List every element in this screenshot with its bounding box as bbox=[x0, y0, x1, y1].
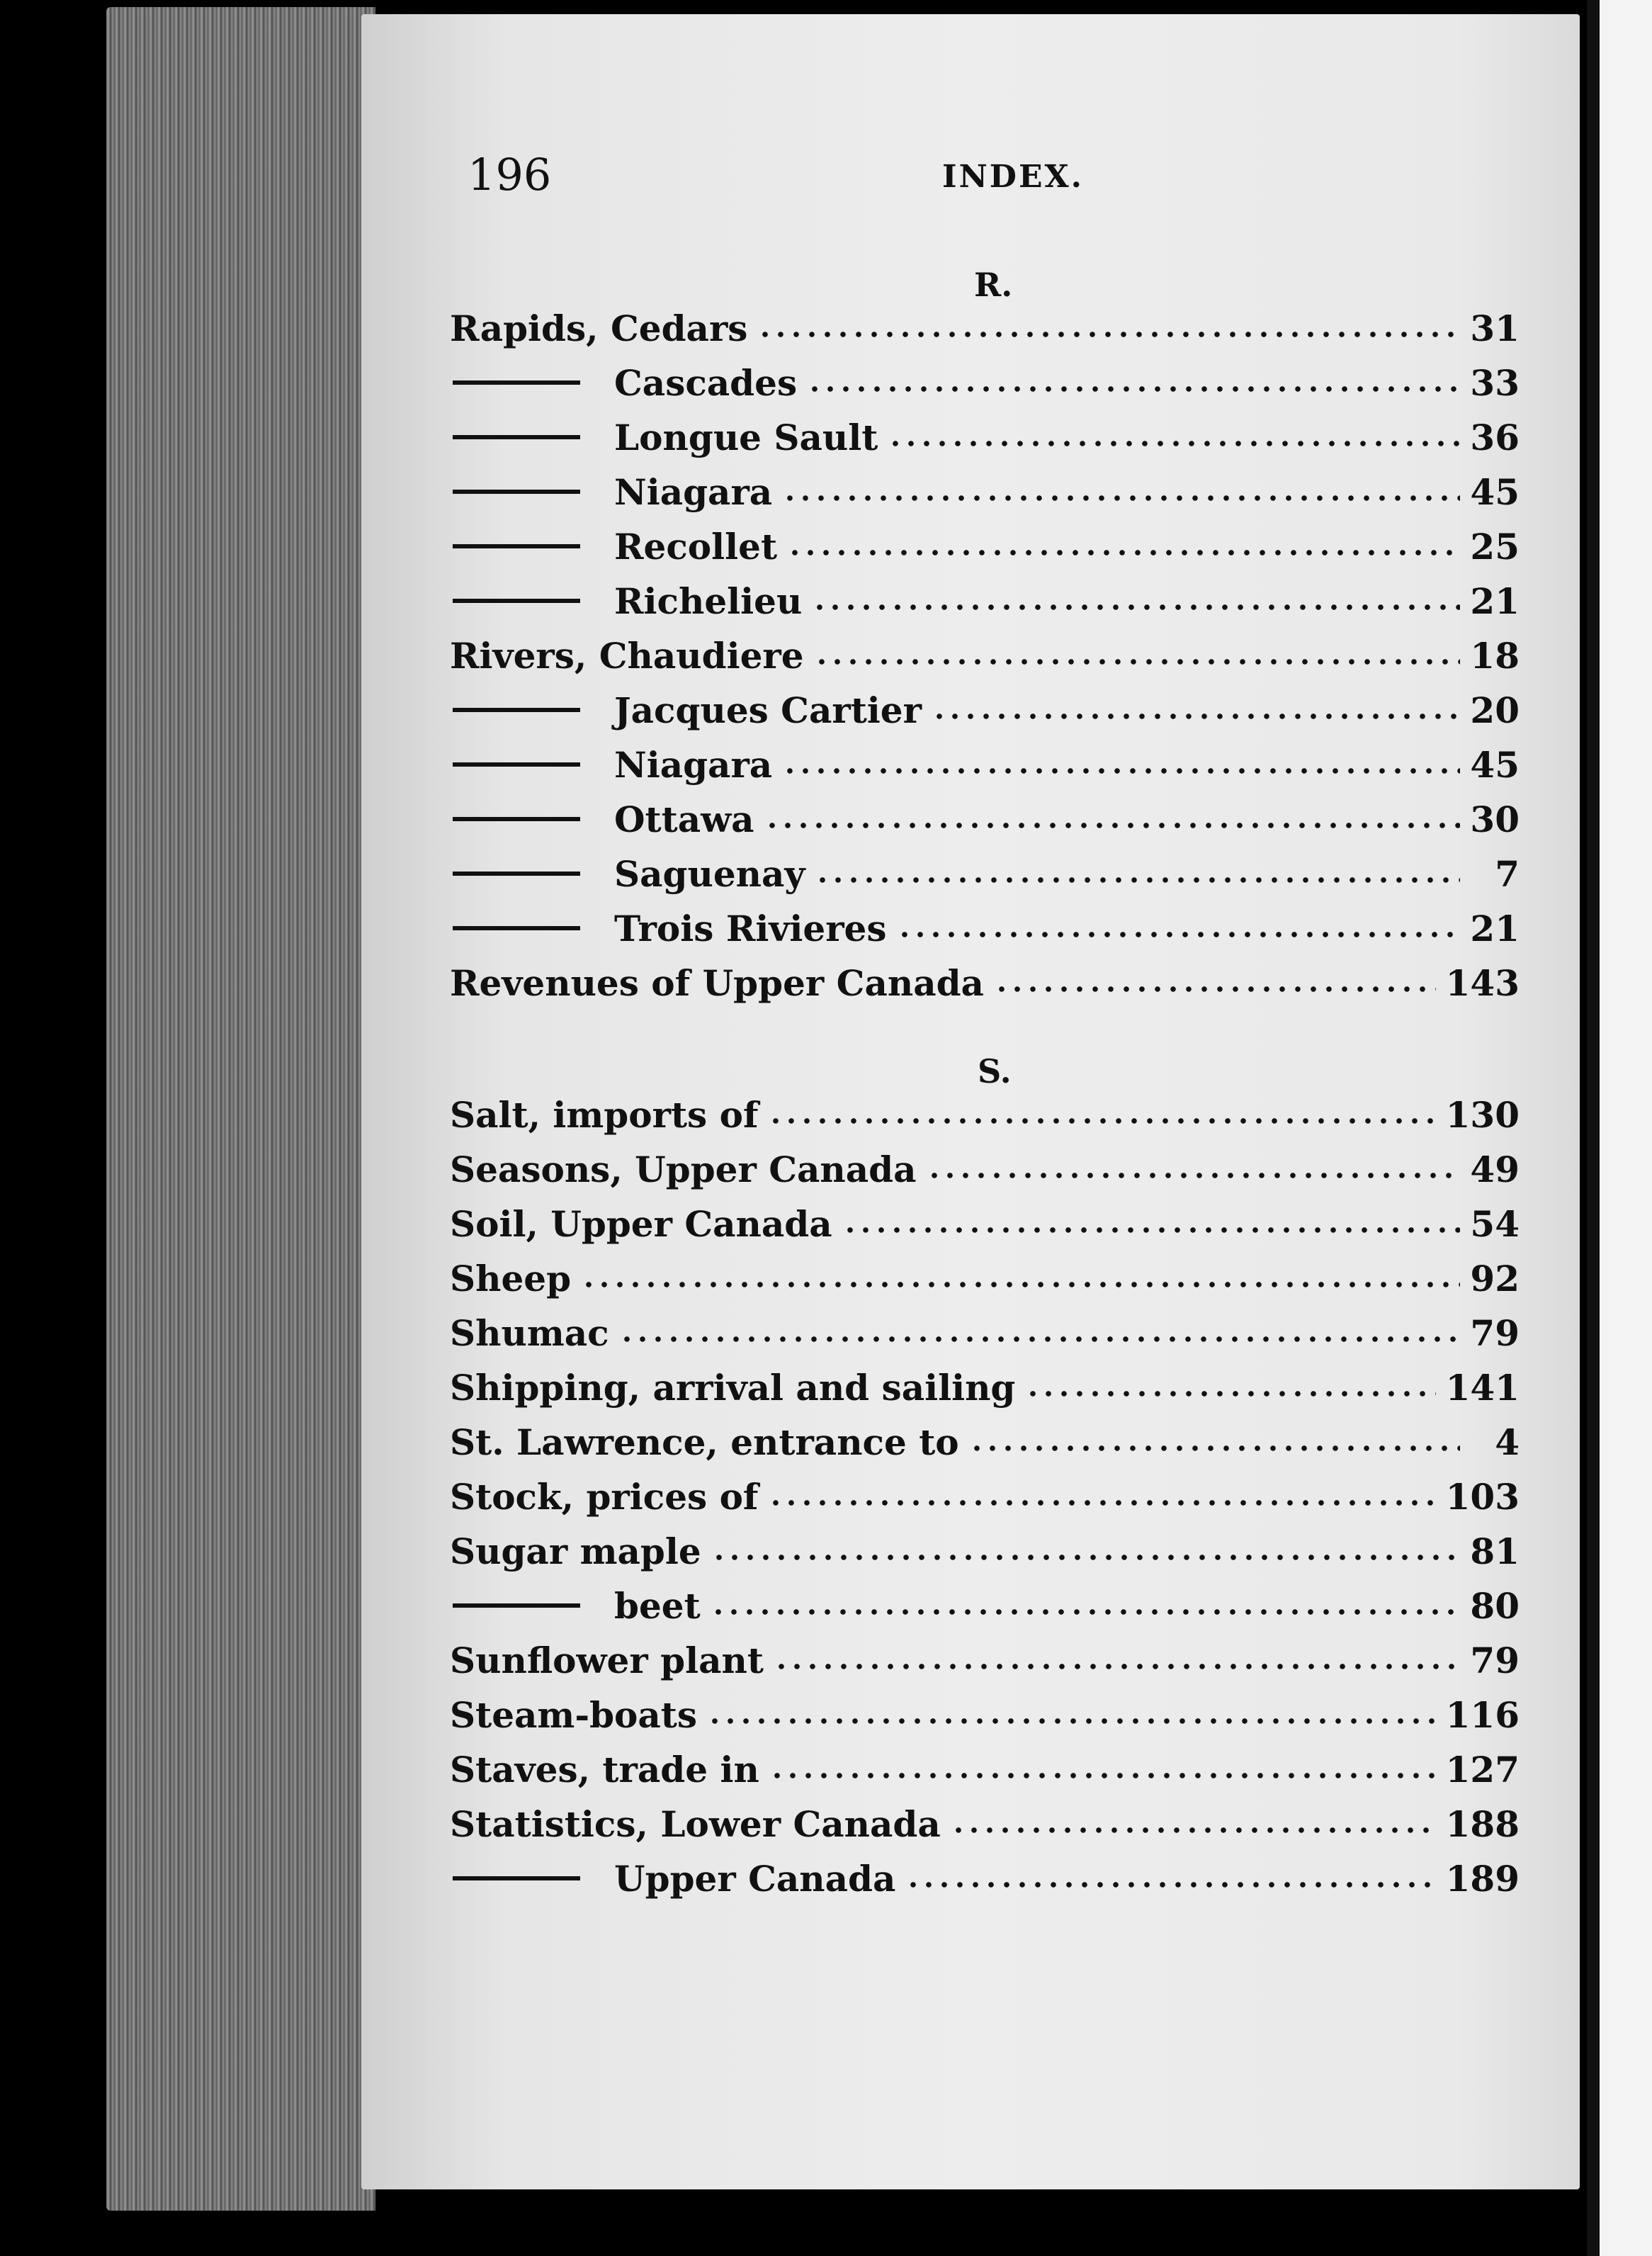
entry-term: Niagara bbox=[614, 470, 773, 513]
entry-term: Rivers, Chaudiere bbox=[450, 634, 804, 677]
entry-term: Ottawa bbox=[614, 798, 754, 840]
index-entry bbox=[450, 301, 1520, 355]
index-entry bbox=[450, 1251, 1520, 1305]
index-entry bbox=[450, 1142, 1520, 1196]
index-entry bbox=[450, 901, 1520, 955]
entry-term: Soil, Upper Canada bbox=[450, 1202, 832, 1245]
dot-leader bbox=[842, 1227, 1460, 1233]
dot-leader bbox=[707, 1718, 1436, 1724]
dot-leader bbox=[932, 714, 1460, 719]
index-entry bbox=[450, 1360, 1520, 1414]
dot-leader bbox=[782, 495, 1460, 501]
entry-term: Sunflower plant bbox=[450, 1639, 764, 1681]
dot-leader bbox=[769, 1773, 1436, 1778]
index-entry bbox=[450, 1797, 1520, 1851]
entry-term: Recollet bbox=[614, 525, 778, 568]
dot-leader bbox=[927, 1173, 1460, 1178]
entry-page-number: 127 bbox=[1445, 1748, 1520, 1790]
ditto-dash bbox=[453, 708, 580, 712]
entry-term: Longue Sault bbox=[614, 416, 878, 458]
dot-leader bbox=[764, 823, 1460, 828]
index-entry bbox=[450, 1742, 1520, 1796]
index-entry bbox=[450, 1415, 1520, 1469]
entry-page-number: 79 bbox=[1470, 1312, 1520, 1354]
dot-leader bbox=[888, 441, 1460, 446]
dot-leader bbox=[1025, 1391, 1435, 1397]
ditto-dash bbox=[453, 599, 580, 603]
entry-page-number: 189 bbox=[1445, 1857, 1520, 1900]
index-entry bbox=[450, 1088, 1520, 1141]
entry-term: Stock, prices of bbox=[450, 1475, 759, 1518]
entry-page-number: 130 bbox=[1445, 1093, 1520, 1136]
dot-leader bbox=[619, 1336, 1460, 1342]
dot-leader bbox=[757, 332, 1460, 337]
entry-term: Sheep bbox=[450, 1257, 572, 1299]
entry-term: Steam-boats bbox=[450, 1693, 698, 1736]
entry-page-number: 45 bbox=[1470, 743, 1520, 786]
entry-term: beet bbox=[614, 1584, 701, 1627]
right-margin-strip bbox=[1600, 0, 1652, 2256]
dot-leader bbox=[581, 1282, 1460, 1287]
index-entry bbox=[450, 1524, 1520, 1578]
index-entry bbox=[450, 1579, 1520, 1632]
entry-page-number: 20 bbox=[1470, 689, 1520, 731]
entry-page-number: 49 bbox=[1470, 1148, 1520, 1190]
index-entry bbox=[450, 1470, 1520, 1523]
entry-term: Statistics, Lower Canada bbox=[450, 1803, 941, 1845]
index-entry bbox=[450, 519, 1520, 573]
dot-leader bbox=[815, 877, 1460, 883]
index-entry bbox=[450, 956, 1520, 1010]
entry-page-number: 54 bbox=[1470, 1202, 1520, 1245]
entry-page-number: 21 bbox=[1470, 580, 1520, 622]
entry-page-number: 143 bbox=[1445, 961, 1520, 1004]
entry-page-number: 188 bbox=[1445, 1803, 1520, 1845]
dot-leader bbox=[807, 386, 1460, 392]
entry-term: Shipping, arrival and sailing bbox=[450, 1366, 1016, 1409]
entry-term: Upper Canada bbox=[614, 1857, 896, 1900]
entry-page-number: 33 bbox=[1470, 361, 1520, 404]
ditto-dash bbox=[453, 872, 580, 876]
ditto-dash bbox=[453, 435, 580, 439]
dot-leader bbox=[897, 932, 1460, 937]
index-entry bbox=[450, 465, 1520, 519]
index-entry bbox=[450, 847, 1520, 901]
entry-term: Shumac bbox=[450, 1312, 609, 1354]
entry-page-number: 4 bbox=[1495, 1421, 1520, 1463]
ditto-dash bbox=[453, 762, 580, 767]
entry-term: Jacques Cartier bbox=[614, 689, 922, 731]
entry-page-number: 18 bbox=[1470, 634, 1520, 677]
index-entry bbox=[450, 792, 1520, 846]
entry-page-number: 92 bbox=[1470, 1257, 1520, 1299]
index-entry bbox=[450, 738, 1520, 791]
index-entry bbox=[450, 356, 1520, 410]
dot-leader bbox=[905, 1882, 1435, 1888]
entry-page-number: 103 bbox=[1445, 1475, 1520, 1518]
entry-page-number: 7 bbox=[1495, 852, 1520, 895]
dot-leader bbox=[711, 1555, 1460, 1560]
entry-term: St. Lawrence, entrance to bbox=[450, 1421, 959, 1463]
dot-leader bbox=[787, 550, 1460, 555]
index-entry bbox=[450, 574, 1520, 628]
ditto-dash bbox=[453, 380, 580, 385]
entry-term: Cascades bbox=[614, 361, 798, 404]
page-number: 196 bbox=[468, 149, 552, 201]
entry-page-number: 31 bbox=[1470, 307, 1520, 349]
facing-page-edge bbox=[1587, 0, 1600, 2256]
entry-page-number: 81 bbox=[1470, 1530, 1520, 1572]
page-header bbox=[468, 149, 1516, 205]
dot-leader bbox=[711, 1609, 1460, 1615]
dot-leader bbox=[994, 986, 1436, 992]
entry-term: Salt, imports of bbox=[450, 1093, 759, 1136]
dot-leader bbox=[782, 768, 1460, 774]
running-head: INDEX. bbox=[942, 159, 1084, 195]
page-edges bbox=[106, 7, 375, 2211]
entry-term: Rapids, Cedars bbox=[450, 307, 748, 349]
index-entry bbox=[450, 683, 1520, 737]
index-entry bbox=[450, 410, 1520, 464]
entry-term: Seasons, Upper Canada bbox=[450, 1148, 917, 1190]
entry-term: Revenues of Upper Canada bbox=[450, 961, 984, 1004]
section-letter-s: S. bbox=[978, 1052, 1012, 1090]
dot-leader bbox=[812, 604, 1460, 610]
dot-leader bbox=[814, 659, 1460, 665]
dot-leader bbox=[774, 1664, 1460, 1669]
entry-page-number: 36 bbox=[1470, 416, 1520, 458]
entry-page-number: 80 bbox=[1470, 1584, 1520, 1627]
entry-page-number: 116 bbox=[1445, 1693, 1520, 1736]
entry-page-number: 79 bbox=[1470, 1639, 1520, 1681]
dot-leader bbox=[951, 1827, 1436, 1833]
ditto-dash bbox=[453, 1876, 580, 1880]
dot-leader bbox=[768, 1500, 1435, 1506]
ditto-dash bbox=[453, 1603, 580, 1608]
entry-page-number: 141 bbox=[1445, 1366, 1520, 1409]
index-entry bbox=[450, 1306, 1520, 1360]
entry-page-number: 45 bbox=[1470, 470, 1520, 513]
ditto-dash bbox=[453, 926, 580, 930]
entry-term: Saguenay bbox=[614, 852, 805, 895]
entry-term: Richelieu bbox=[614, 580, 803, 622]
entry-page-number: 21 bbox=[1470, 907, 1520, 949]
entry-page-number: 30 bbox=[1470, 798, 1520, 840]
ditto-dash bbox=[453, 490, 580, 494]
ditto-dash bbox=[453, 544, 580, 548]
entry-term: Sugar maple bbox=[450, 1530, 701, 1572]
index-entry bbox=[450, 628, 1520, 682]
index-entry bbox=[450, 1851, 1520, 1905]
dot-leader bbox=[768, 1118, 1435, 1124]
index-entry bbox=[450, 1688, 1520, 1742]
dot-leader bbox=[969, 1445, 1460, 1451]
ditto-dash bbox=[453, 817, 580, 821]
entry-term: Staves, trade in bbox=[450, 1748, 759, 1790]
index-entry bbox=[450, 1197, 1520, 1251]
entry-term: Trois Rivieres bbox=[614, 907, 887, 949]
entry-term: Niagara bbox=[614, 743, 773, 786]
index-entry bbox=[450, 1633, 1520, 1687]
entry-page-number: 25 bbox=[1470, 525, 1520, 568]
section-letter-r: R. bbox=[974, 266, 1013, 304]
